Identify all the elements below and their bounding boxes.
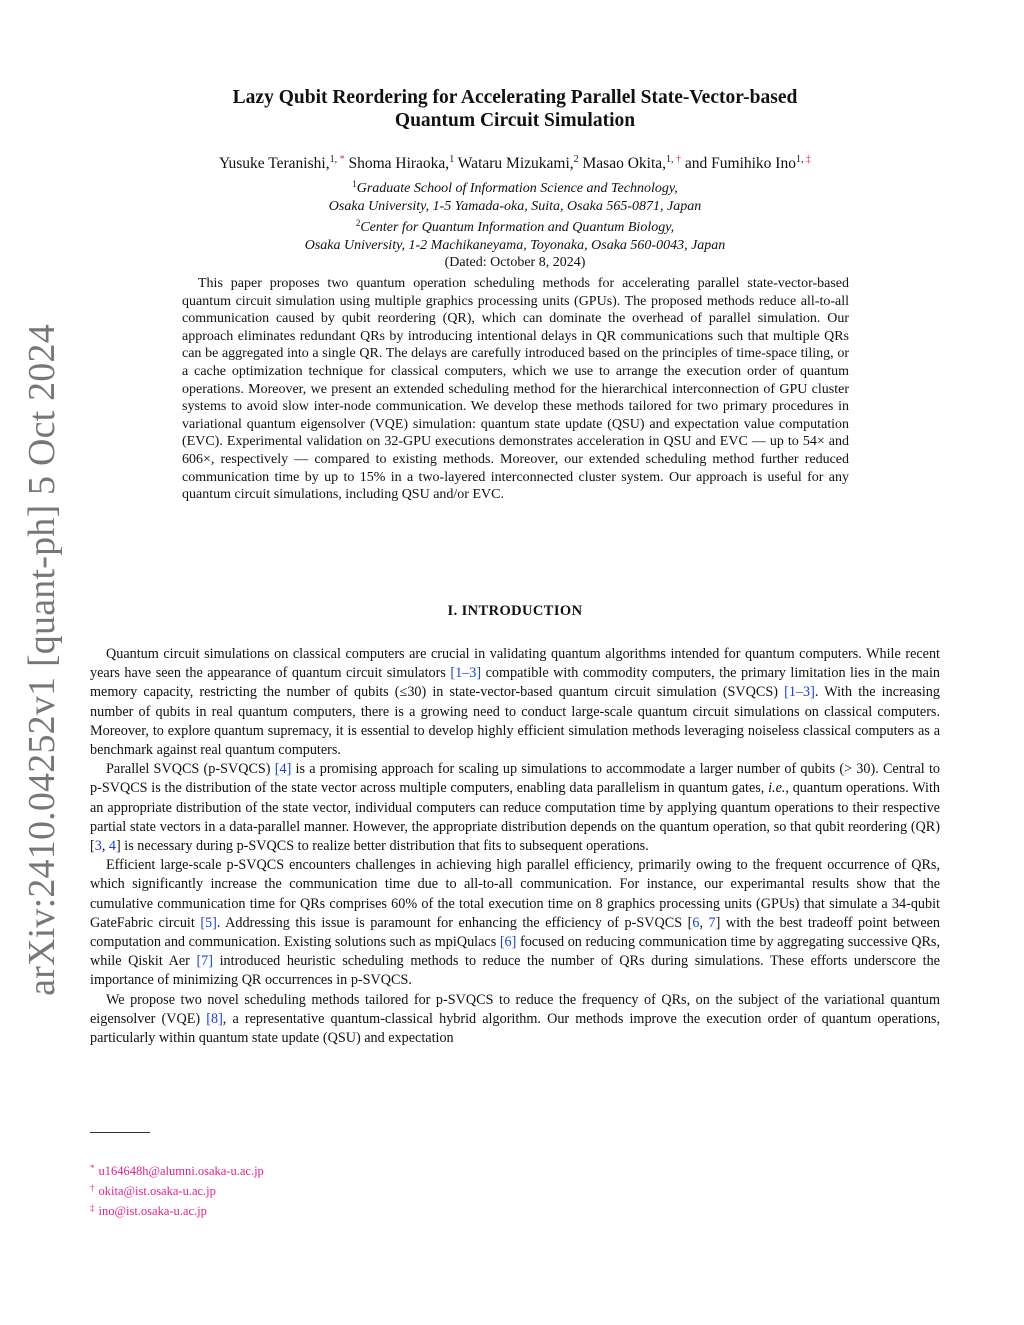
affil-1-line-1: Graduate School of Information Science and Technology,	[356, 181, 678, 196]
title-line-1: Lazy Qubit Reordering for Accelerating Parallel State-Vector-based	[232, 87, 798, 108]
author-mark[interactable]: *	[339, 154, 345, 165]
paragraph: Efficient large-scale p-SVQCS encounters challenges in achieving high parallel efficiency, primarily owing to the frequent occurrence of QRs, which significantly increase the communication time due to all-to-all communication. For instance, our experimantal results show that the cumulative communication time for QRs comprises 60% of the total execution time on 8 graphics processing units (GPUs) that simulate a 34-qubit GateFabric circuit [5]. Addressing this issue is paramount for enhancing the efficiency of p-SVQCS [6, 7] with the best tradeoff point between computation and communication. Existing solutions such as mpiQulacs [6] focused on reducing communication time by aggregating successive QRs, while Qiskit Aer [7] introduced heuristic scheduling methods to reduce the number of QRs during simulations. These efforts underscore the importance of minimizing QR occurrences in p-SVQCS.	[90, 857, 941, 989]
footnote-mark: †	[90, 1182, 95, 1193]
email-link[interactable]: ino@ist.osaka-u.ac.jp	[98, 1203, 207, 1218]
section-heading: I. INTRODUCTION	[447, 603, 583, 619]
author-sup: 1,	[329, 154, 340, 165]
affil-1-line-2: Osaka University, 1-5 Yamada-oka, Suita, Osaka 565-0871, Japan	[328, 198, 702, 214]
footnote-mark: *	[90, 1163, 95, 1173]
paper-title	[90, 86, 940, 132]
paragraph: Quantum circuit simulations on classical computers are crucial in validating quantum algorithms intended for quantum computers. While recent years have seen the appearance of quantum circuit simulators [1–3] compatible with commodity computers, the primary limitation lies in the main memory capacity, restricting the number of qubits (≤30) in state-vector-based quantum circuit simulation (SVQCS) [1–3]. With the increasing number of qubits in real quantum computers, there is a growing need to conduct large-scale quantum circuit simulations on classical computers. Moreover, to explore quantum supremacy, it is essential to develop highly efficient simulation methods leveraging noiseless classical computers as a benchmark against real quantum computers.	[90, 646, 940, 759]
citation-link[interactable]: 4	[108, 838, 117, 855]
author-sup: 1	[449, 154, 455, 165]
paragraph: Parallel SVQCS (p-SVQCS) [4] is a promising approach for scaling up simulations to accommodate a larger number of qubits (> 30). Central to p-SVQCS is the distribution of the state vector across multiple computers, enabling data parallelism in quantum gates, i.e., quantum operations. With an appropriate distribution of the state vector, individual computers can reduce computation time by applying quantum operations to their respective partial state vectors in a data-parallel manner. However, the appropriate distribution depends on the quantum operation, so that qubit reordering (QR) [3, 4] is necessary during p-SVQCS to realize better distribution that fits to subsequent operations.	[90, 761, 940, 855]
affil-sup: 2	[355, 218, 361, 229]
footnotes	[90, 1160, 690, 1219]
citation-link[interactable]: 6	[692, 914, 700, 931]
footnote	[90, 1180, 690, 1200]
author-name: Masao Okita,	[582, 155, 667, 172]
citation-link[interactable]: [7]	[196, 953, 213, 970]
affil-2-line-1: Center for Quantum Information and Quantum Biology,	[360, 220, 675, 236]
citation-link[interactable]: 3	[94, 838, 102, 855]
author-name: Yusuke Teranishi,	[219, 155, 330, 172]
citation-link[interactable]: [1–3]	[450, 665, 482, 682]
citation-link[interactable]: [4]	[274, 761, 292, 778]
citation-link[interactable]: [8]	[206, 1010, 223, 1027]
affil-sup: 1	[352, 179, 357, 189]
author-mark[interactable]: ‡	[805, 154, 811, 165]
abstract: This paper proposes two quantum operation scheduling methods for accelerating parallel state-vector-based quantum circuit simulation using multiple graphics processing units (GPUs). The proposed methods reduce all-to-all communication caused by qubit reordering (QR), which can dominate the overhead of parallel simulation. Our approach eliminates redundant QRs by introducing intentional delays in QR communications such that multiple QRs can be aggregated into a single QR. The delays are carefully introduced based on the principles of time-space tiling, or a cache optimization technique for classical computers, which we use to arrange the execution order of quantum operations. Moreover, we present an extended scheduling method for the hierarchical interconnection of GPU cluster systems to avoid slow inter-node communication. We develop these methods tailored for two primary procedures in variational quantum eigensolver (VQE) simulation: quantum state update (QSU) and expectation value computation (EVC). Experimental validation on 32-GPU executions demonstrates acceleration in QSU and EVC — up to 54× and 606×, respectively — compared to existing methods. Moreover, our extended scheduling method further reduced communication time by up to 15% in a two-layered interconnected cluster system. Our approach is useful for any quantum circuit simulations, including QSU and/or EVC.	[182, 276, 849, 503]
arxiv-stamp	[12, 324, 72, 996]
author-sup: 2	[573, 154, 579, 165]
citation-link[interactable]: [5]	[200, 914, 217, 931]
citation-link[interactable]: 7	[708, 914, 716, 931]
email-link[interactable]: u164648h@alumni.osaka-u.ac.jp	[98, 1164, 264, 1178]
title-line-2: Quantum Circuit Simulation	[394, 110, 636, 131]
dated: (Dated: October 8, 2024)	[444, 255, 586, 271]
footnote-rule	[90, 1132, 150, 1133]
author-sup: 1,	[795, 154, 806, 165]
author-name: Shoma Hiraoka,	[348, 155, 450, 172]
affil-2-line-2: Osaka University, 1-2 Machikaneyama, Toyonaka, Osaka 560-0043, Japan	[304, 237, 726, 253]
author-list	[90, 150, 940, 174]
citation-link[interactable]: [1–3]	[784, 684, 815, 701]
footnote	[90, 1200, 690, 1220]
author-sup: 1,	[666, 154, 677, 165]
paragraph: We propose two novel scheduling methods tailored for p-SVQCS to reduce the frequency of QRs, on the subject of the variational quantum eigensolver (VQE) [8], a representative quantum-classical hybrid algorithm. Our methods improve the execution order of quantum operations, particularly within quantum state update (QSU) and expectation	[90, 991, 940, 1047]
email-link[interactable]: okita@ist.osaka-u.ac.jp	[98, 1183, 216, 1198]
affiliations	[90, 176, 940, 272]
arxiv-stamp-text: arXiv:2410.04252v1 [quant-ph] 5 Oct 2024	[21, 324, 63, 996]
author-name: and Fumihiko Ino	[684, 155, 796, 172]
footnote	[90, 1160, 690, 1180]
footnote-mark: ‡	[90, 1202, 95, 1213]
citation-link[interactable]: [6]	[499, 934, 517, 951]
author-name: Wataru Mizukami,	[457, 155, 574, 172]
body-text	[90, 645, 940, 1048]
author-mark[interactable]: †	[676, 154, 682, 165]
